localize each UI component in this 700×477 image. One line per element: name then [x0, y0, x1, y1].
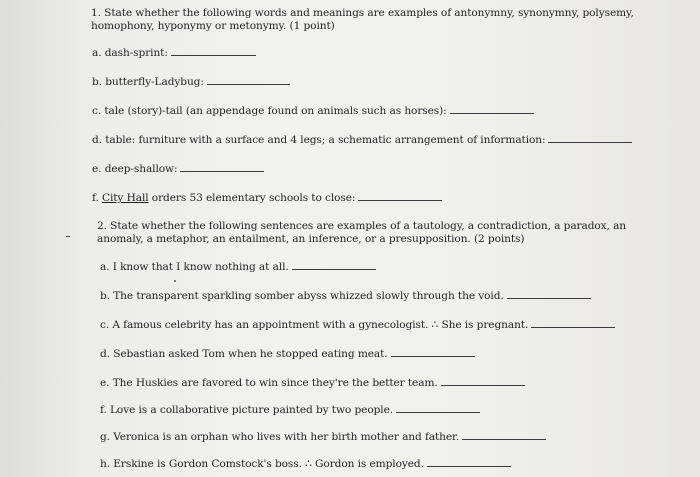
q1-item-f-suffix: orders 53 elementary schools to close:: [148, 192, 356, 204]
q2-item-h-text: h. Erskine is Gordon Comstock's boss. ∴ Gordon is employed.: [100, 458, 424, 470]
q2-item-h-answer-blank[interactable]: [427, 457, 511, 467]
q2-item-f: [100, 403, 480, 417]
q2-item-e: [100, 376, 525, 390]
q2-item-h: [100, 457, 511, 471]
q1-item-e-answer-blank[interactable]: [180, 162, 264, 172]
q2-item-b-text: b. The transparent sparkling somber abyss whizzed slowly through the void.: [100, 290, 504, 302]
q2-item-c: [100, 318, 615, 332]
q2-item-g: [100, 430, 546, 444]
q1-heading-line1: 1. State whether the following words and meanings are examples of antonymny, synonymny, polysemy,: [91, 7, 634, 19]
stray-dot-mark: [174, 280, 176, 282]
q2-item-f-answer-blank[interactable]: [396, 403, 480, 413]
q2-item-d-answer-blank[interactable]: [391, 347, 475, 357]
q2-item-d-text: d. Sebastian asked Tom when he stopped eating meat.: [100, 348, 388, 360]
q1-item-b: [92, 75, 290, 89]
q1-item-b-answer-blank[interactable]: [207, 75, 290, 85]
q2-item-a-answer-blank[interactable]: [292, 260, 376, 270]
q2-item-f-text: f. Love is a collaborative picture painted by two people.: [100, 404, 394, 416]
q1-heading-line2: homophony, hyponymy or metonymy. (1 point): [91, 20, 335, 32]
q1-item-a: [92, 46, 256, 60]
q2-item-b-answer-blank[interactable]: [507, 289, 591, 299]
q2-item-d: [100, 347, 475, 361]
q2-item-c-text: c. A famous celebrity has an appointment with a gynecologist. ∴ She is pregnant.: [100, 319, 529, 331]
q1-item-a-answer-blank[interactable]: [171, 46, 256, 56]
q2-item-g-text: g. Veronica is an orphan who lives with her birth mother and father.: [100, 431, 460, 443]
q1-item-f-underlined: City Hall: [101, 192, 149, 204]
q1-item-b-text: b. butterfly-Ladybug:: [92, 76, 204, 88]
q1-item-a-text: a. dash-sprint:: [92, 47, 168, 59]
q1-item-e-text: e. deep-shallow:: [92, 163, 178, 175]
q2-heading-line1: 2. State whether the following sentences are examples of a tautology, a contradiction, a paradox, an: [97, 220, 627, 232]
q2-item-e-text: e. The Huskies are favored to win since they're the better team.: [100, 377, 438, 389]
q2-item-a-text: a. I know that I know nothing at all.: [100, 261, 289, 273]
q2-item-c-answer-blank[interactable]: [531, 318, 615, 328]
q2-item-e-answer-blank[interactable]: [441, 376, 525, 386]
q2-item-a: [100, 260, 376, 274]
q1-item-c-text: c. tale (story)-tail (an appendage found on animals such as horses):: [92, 105, 447, 117]
q1-item-f-answer-blank[interactable]: [358, 191, 442, 201]
q1-item-d-answer-blank[interactable]: [548, 133, 632, 143]
q1-item-f: [92, 191, 442, 205]
q1-item-c: [92, 104, 534, 118]
q1-item-f-prefix: f.: [92, 192, 102, 204]
q1-item-d: [92, 133, 632, 147]
q2-item-g-answer-blank[interactable]: [462, 430, 546, 440]
q2-item-b: [100, 289, 591, 303]
q1-item-d-text: d. table: furniture with a surface and 4 legs; a schematic arrangement of information:: [92, 134, 546, 146]
q1-item-e: [92, 162, 264, 176]
q2-heading-line2: anomaly, a metaphor, an entailment, an inference, or a presupposition. (2 points): [97, 233, 525, 245]
margin-dash-mark: [66, 236, 70, 237]
q1-item-c-answer-blank[interactable]: [450, 104, 534, 114]
